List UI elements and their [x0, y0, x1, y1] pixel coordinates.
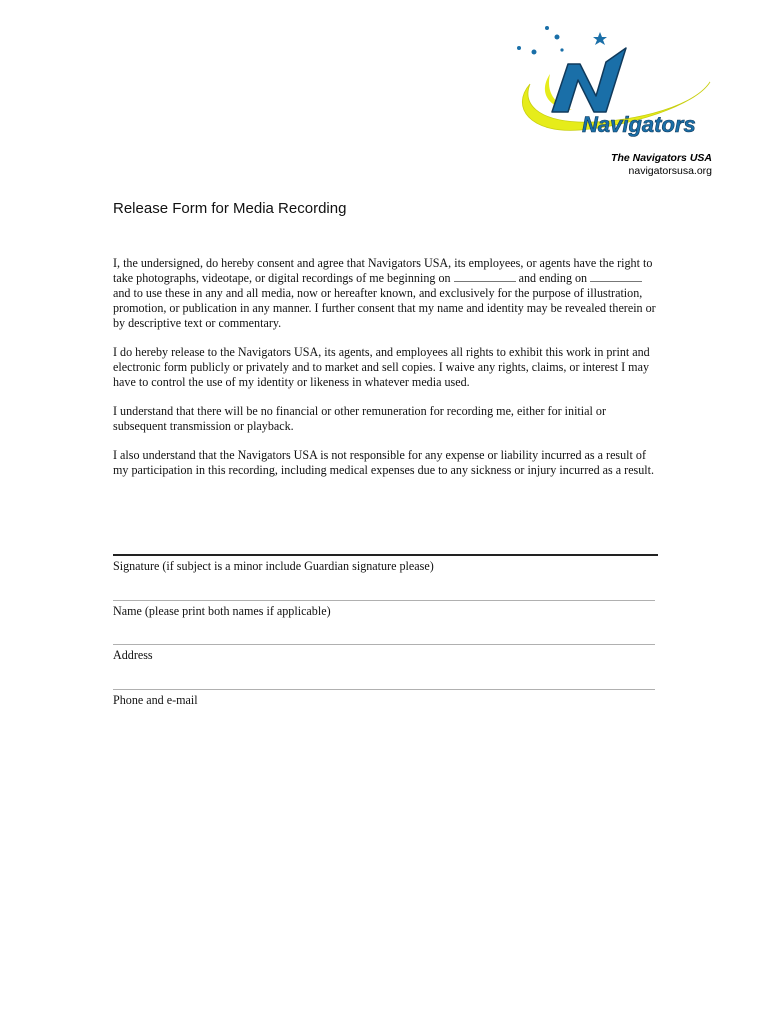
name-label: Name (please print both names if applicable) — [113, 604, 331, 618]
signature-label: Signature (if subject is a minor include Guardian signature please) — [113, 559, 434, 573]
name-field[interactable] — [113, 600, 658, 619]
paragraph-1-part-1: I, the undersigned, do hereby consent and agree that Navigators USA, its employees, or agents have the right to take photographs, videotape, or digital recordings of me beginning on — [113, 256, 653, 285]
phone-email-label: Phone and e-mail — [113, 693, 198, 707]
paragraph-1-part-2: and ending on — [515, 271, 591, 285]
paragraph-1-part-3: and to use these in any and all media, now or hereafter known, and exclusively for the purpose of illustration, promotion, or publication in any manner. I further consent that my name and identity may be revealed therein or by descriptive text or commentary. — [113, 286, 656, 330]
consent-paragraph-1 — [113, 256, 661, 331]
address-line — [113, 644, 655, 645]
org-name: The Navigators USA — [611, 152, 712, 164]
phone-email-field[interactable] — [113, 689, 658, 708]
consent-paragraph-3: I understand that there will be no financial or other remuneration for recording me, either for initial or subsequent transmission or playback. — [113, 404, 606, 433]
consent-body — [113, 256, 661, 492]
end-date-field[interactable] — [590, 271, 642, 282]
phone-email-line — [113, 689, 655, 690]
navigators-logo-graphic — [510, 22, 725, 142]
address-field[interactable] — [113, 644, 658, 663]
navigators-logo — [510, 22, 725, 142]
org-url: navigatorsusa.org — [628, 165, 712, 177]
signature-field[interactable] — [113, 554, 658, 574]
name-line — [113, 600, 655, 601]
logo-wordmark: Navigators — [582, 112, 696, 137]
page-title: Release Form for Media Recording — [113, 200, 347, 217]
consent-paragraph-2: I do hereby release to the Navigators USA, its agents, and employees all rights to exhibit this work in print and electronic form publicly or privately and to market and sell copies. I waive any rights, claims, or interest I may have to control the use of my identity or likeness in whatever media used. — [113, 345, 650, 389]
start-date-field[interactable] — [454, 271, 516, 282]
org-info — [611, 152, 712, 178]
consent-paragraph-4: I also understand that the Navigators USA is not responsible for any expense or liability incurred as a result of my participation in this recording, including medical expenses due to any sickness or injury incurred as a result. — [113, 448, 655, 477]
signature-line — [113, 554, 658, 556]
address-label: Address — [113, 648, 153, 662]
